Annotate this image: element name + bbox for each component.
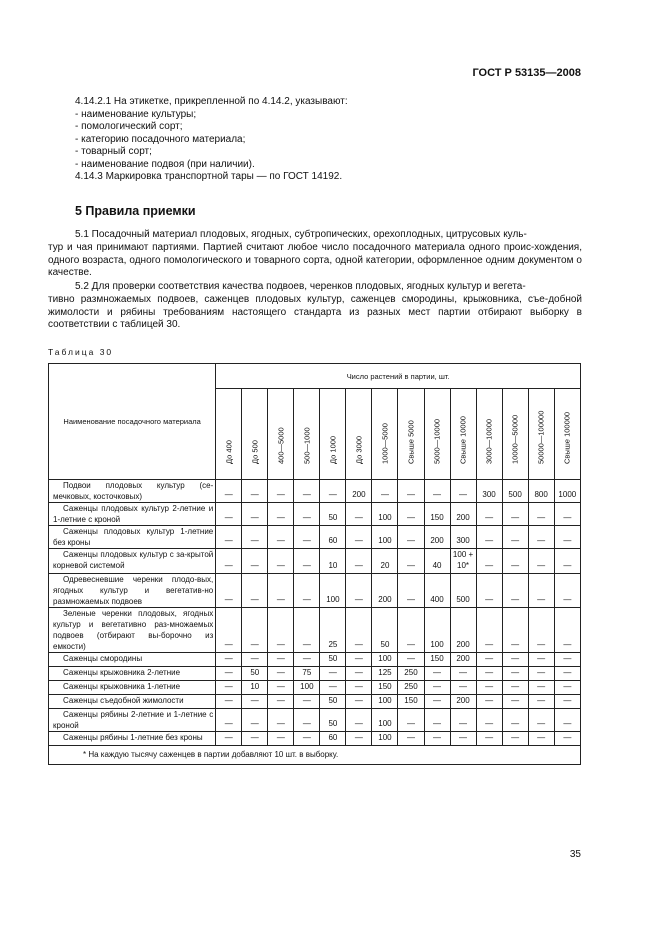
batch-size-column-header	[554, 389, 580, 480]
sample-size-cell: 40	[424, 549, 450, 574]
sample-size-cell: —	[294, 503, 320, 526]
sample-size-cell: —	[268, 480, 294, 503]
section-title: 5 Правила приемки	[75, 204, 196, 218]
column-header-label: 3000—10000	[484, 418, 494, 464]
sample-size-cell: 100	[372, 503, 398, 526]
page-number: 35	[569, 849, 581, 860]
sample-size-cell: 100	[372, 709, 398, 732]
sample-size-cell: 200	[346, 480, 372, 503]
sample-size-cell: 300	[450, 526, 476, 549]
sample-size-cell: —	[320, 480, 346, 503]
paragraph-5-1-body: тур и чая принимают партиями. Партией считают любое число посадочного материала одного проис-хождения, одного возраста, одного помологического и товарного сорта, одной категории, оформленное одним документом о качестве.	[48, 241, 582, 279]
sample-size-cell: 200	[450, 608, 476, 653]
sample-size-cell: —	[476, 503, 502, 526]
sample-size-cell: —	[294, 574, 320, 608]
sample-size-cell: —	[242, 695, 268, 709]
sample-size-cell: —	[476, 549, 502, 574]
sample-size-cell: 100 + 10*	[450, 549, 476, 574]
sample-size-cell: 400	[424, 574, 450, 608]
sample-size-cell: —	[294, 732, 320, 746]
sample-size-cell: —	[294, 695, 320, 709]
sample-size-cell: —	[502, 608, 528, 653]
sample-size-cell: —	[268, 503, 294, 526]
sample-size-cell: 150	[398, 695, 424, 709]
sample-size-cell: 50	[320, 653, 346, 667]
sample-size-cell: —	[450, 709, 476, 732]
sample-size-cell: —	[242, 549, 268, 574]
sample-size-cell: —	[476, 709, 502, 732]
sample-size-cell: —	[216, 574, 242, 608]
sample-size-cell: —	[216, 653, 242, 667]
material-name: Саженцы крыжовника 1-летние	[49, 681, 216, 695]
label-item: - наименование культуры;	[75, 108, 197, 120]
sample-size-cell: —	[450, 732, 476, 746]
sample-size-cell: —	[476, 732, 502, 746]
sample-size-cell: —	[502, 503, 528, 526]
sample-size-cell: —	[450, 667, 476, 681]
sample-size-cell: 100	[294, 681, 320, 695]
sample-size-cell: —	[554, 709, 580, 732]
sample-size-cell: —	[528, 709, 554, 732]
sample-size-cell: 50	[320, 695, 346, 709]
sample-size-cell: —	[398, 709, 424, 732]
sample-size-cell: 500	[502, 480, 528, 503]
sample-size-cell: —	[528, 667, 554, 681]
sample-size-cell: —	[528, 503, 554, 526]
sample-size-cell: —	[346, 653, 372, 667]
sample-size-cell: —	[216, 681, 242, 695]
sample-size-cell: —	[476, 681, 502, 695]
sample-size-cell: 200	[372, 574, 398, 608]
material-name: Саженцы рябины 1-летние без кроны	[49, 732, 216, 746]
sample-size-cell: 100	[372, 653, 398, 667]
sample-size-cell: —	[398, 503, 424, 526]
sample-size-cell: —	[554, 549, 580, 574]
sample-size-cell: —	[216, 709, 242, 732]
column-header-label: Свыше 100000	[562, 411, 572, 464]
material-name: Саженцы плодовых культур с за-крытой корневой системой	[49, 549, 216, 574]
sample-size-cell: —	[294, 526, 320, 549]
sample-size-cell: —	[502, 653, 528, 667]
sample-size-cell: —	[502, 667, 528, 681]
sample-size-cell: —	[268, 667, 294, 681]
sample-size-cell: —	[398, 480, 424, 503]
sample-size-cell: 200	[450, 695, 476, 709]
sample-size-cell: —	[502, 695, 528, 709]
material-name: Саженцы съедобной жимолости	[49, 695, 216, 709]
sample-size-cell: —	[242, 709, 268, 732]
table-footnote: * На каждую тысячу саженцев в партии добавляют 10 шт. в выборку.	[49, 746, 581, 765]
sample-size-cell: —	[554, 526, 580, 549]
sample-size-cell: —	[242, 480, 268, 503]
sample-size-cell: —	[424, 709, 450, 732]
batch-size-column-header	[502, 389, 528, 480]
sample-size-cell: —	[502, 526, 528, 549]
material-name: Одревесневшие черенки плодо-вых, ягодных культур и вегетатив-но размножаемых подвоев	[49, 574, 216, 608]
sample-size-cell: 60	[320, 732, 346, 746]
sample-size-cell: —	[346, 574, 372, 608]
sample-size-cell: 150	[424, 653, 450, 667]
sample-size-cell: —	[450, 480, 476, 503]
batch-size-column-header	[216, 389, 242, 480]
name-column-header: Наименование посадочного материала	[49, 364, 216, 480]
sample-size-cell: 20	[372, 549, 398, 574]
sample-size-cell: —	[268, 732, 294, 746]
sample-size-cell: —	[476, 653, 502, 667]
sample-size-cell: —	[346, 667, 372, 681]
column-header-label: 50000—100000	[536, 410, 546, 464]
material-name: Зеленые черенки плодовых, ягодных культур и вегетативно раз-множаемых подвоев (отбирают вы-борочно из емкости)	[49, 608, 216, 653]
table-row	[49, 480, 581, 503]
sample-size-cell: —	[216, 695, 242, 709]
sample-size-cell: —	[294, 480, 320, 503]
sample-size-cell: —	[398, 526, 424, 549]
sample-size-cell: —	[294, 549, 320, 574]
sample-size-cell: —	[346, 709, 372, 732]
sample-size-cell: —	[554, 667, 580, 681]
column-header-label: 500—1000	[302, 427, 312, 464]
sample-size-cell: 100	[320, 574, 346, 608]
batch-size-column-header	[372, 389, 398, 480]
sample-size-cell: —	[242, 503, 268, 526]
sample-size-cell: —	[268, 653, 294, 667]
sample-size-cell: —	[268, 574, 294, 608]
sample-size-cell: —	[216, 549, 242, 574]
sample-size-cell: —	[216, 480, 242, 503]
sample-size-cell: —	[320, 681, 346, 695]
sample-size-cell: 100	[424, 608, 450, 653]
sample-size-cell: —	[398, 732, 424, 746]
sample-size-cell: —	[424, 681, 450, 695]
sample-size-cell: —	[268, 681, 294, 695]
sample-size-cell: —	[268, 709, 294, 732]
batch-size-column-header	[398, 389, 424, 480]
batch-size-column-header	[242, 389, 268, 480]
sample-size-cell: —	[268, 695, 294, 709]
sample-size-cell: —	[554, 503, 580, 526]
table-row	[49, 695, 581, 709]
sample-size-cell: —	[372, 480, 398, 503]
sample-size-cell: —	[476, 526, 502, 549]
sample-size-cell: 25	[320, 608, 346, 653]
label-item: - помологический сорт;	[75, 121, 183, 132]
sample-size-cell: —	[346, 732, 372, 746]
sample-size-cell: —	[398, 653, 424, 667]
sample-size-cell: —	[528, 574, 554, 608]
sample-size-cell: —	[242, 732, 268, 746]
sample-size-cell: 800	[528, 480, 554, 503]
column-header-label: 1000—5000	[380, 423, 390, 464]
sampling-table	[48, 363, 581, 765]
material-name: Саженцы рябины 2-летние и 1-летние с кроной	[49, 709, 216, 732]
sample-size-cell: —	[554, 653, 580, 667]
table-row	[49, 608, 581, 653]
sample-size-cell: 500	[450, 574, 476, 608]
sample-size-cell: 250	[398, 667, 424, 681]
sample-size-cell: —	[346, 549, 372, 574]
sample-size-cell: —	[476, 667, 502, 681]
sample-size-cell: —	[346, 503, 372, 526]
sample-size-cell: —	[216, 732, 242, 746]
sample-size-cell: —	[398, 549, 424, 574]
sample-size-cell: —	[216, 503, 242, 526]
sample-size-cell: —	[268, 608, 294, 653]
column-header-label: Свыше 10000	[458, 416, 468, 464]
table-row	[49, 709, 581, 732]
sample-size-cell: —	[528, 608, 554, 653]
sample-size-cell: —	[502, 732, 528, 746]
column-header-label: До 3000	[354, 435, 364, 464]
sample-size-cell: 10	[320, 549, 346, 574]
sample-size-cell: —	[216, 608, 242, 653]
sample-size-cell: 150	[424, 503, 450, 526]
batch-size-column-header	[320, 389, 346, 480]
sample-size-cell: —	[528, 681, 554, 695]
material-name: Саженцы плодовых культур 2-летние и 1-летние с кроной	[49, 503, 216, 526]
sample-size-cell: —	[346, 608, 372, 653]
table-row	[49, 681, 581, 695]
sample-size-cell: 250	[398, 681, 424, 695]
paragraph-5-2-first-line: 5.2 Для проверки соответствия качества подвоев, черенков плодовых, ягодных культур и вегета-	[75, 281, 526, 292]
table-row	[49, 667, 581, 681]
sample-size-cell: —	[554, 732, 580, 746]
sample-size-cell: —	[528, 695, 554, 709]
sample-size-cell: —	[424, 695, 450, 709]
sample-size-cell: —	[320, 667, 346, 681]
sample-size-cell: —	[346, 681, 372, 695]
sample-size-cell: 50	[320, 503, 346, 526]
column-header-label: До 500	[250, 440, 260, 464]
batch-size-column-header	[450, 389, 476, 480]
sample-size-cell: —	[294, 653, 320, 667]
batch-size-header: Число растений в партии, шт.	[216, 364, 581, 389]
sample-size-cell: —	[398, 608, 424, 653]
sample-size-cell: —	[502, 549, 528, 574]
sample-size-cell: —	[528, 732, 554, 746]
material-name: Саженцы крыжовника 2-летние	[49, 667, 216, 681]
column-header-label: До 400	[224, 440, 234, 464]
sample-size-cell: —	[476, 574, 502, 608]
batch-size-column-header	[346, 389, 372, 480]
sample-size-cell: —	[268, 526, 294, 549]
table-row	[49, 732, 581, 746]
sample-size-cell: 150	[372, 681, 398, 695]
table-row	[49, 503, 581, 526]
sample-size-cell: —	[554, 681, 580, 695]
batch-size-column-header	[476, 389, 502, 480]
column-header-label: До 1000	[328, 435, 338, 464]
paragraph-5-1-first-line: 5.1 Посадочный материал плодовых, ягодных, субтропических, орехоплодных, цитрусовых куль-	[75, 229, 527, 240]
sample-size-cell: —	[346, 526, 372, 549]
sample-size-cell: —	[528, 526, 554, 549]
table-row	[49, 526, 581, 549]
sample-size-cell: —	[294, 608, 320, 653]
sample-size-cell: —	[450, 681, 476, 695]
material-name: Саженцы смородины	[49, 653, 216, 667]
sample-size-cell: 200	[450, 503, 476, 526]
batch-size-column-header	[268, 389, 294, 480]
paragraph-5-2-body: тивно размножаемых подвоев, саженцев плодовых культур, саженцев смородины, крыжовника, съе-добной жимолости и рябины требованиям настоящего стандарта из разных мест партии отбирают выборку в соответствии с таблицей 30.	[48, 293, 582, 331]
sample-size-cell: —	[554, 608, 580, 653]
sample-size-cell: —	[216, 667, 242, 681]
sample-size-cell: —	[502, 709, 528, 732]
sample-size-cell: 50	[320, 709, 346, 732]
material-name: Саженцы плодовых культур 1-летние без кроны	[49, 526, 216, 549]
sample-size-cell: 100	[372, 732, 398, 746]
column-header-label: 400—5000	[276, 427, 286, 464]
label-item: - товарный сорт;	[75, 146, 152, 157]
sample-size-cell: —	[424, 732, 450, 746]
sample-size-cell: 50	[242, 667, 268, 681]
sample-size-cell: 200	[424, 526, 450, 549]
table-row	[49, 653, 581, 667]
sample-size-cell: —	[398, 574, 424, 608]
material-name: Подвои плодовых культур (се-мечковых, косточковых)	[49, 480, 216, 503]
sample-size-cell: —	[424, 667, 450, 681]
sample-size-cell: —	[554, 574, 580, 608]
sample-size-cell: 60	[320, 526, 346, 549]
sample-size-cell: —	[424, 480, 450, 503]
sample-size-cell: 100	[372, 526, 398, 549]
sample-size-cell: 125	[372, 667, 398, 681]
sample-size-cell: 300	[476, 480, 502, 503]
column-header-label: 10000—50000	[510, 414, 520, 464]
column-header-label: Свыше 5000	[406, 420, 416, 464]
sample-size-cell: —	[528, 653, 554, 667]
document-code: ГОСТ Р 53135—2008	[472, 67, 581, 79]
table-row	[49, 549, 581, 574]
sample-size-cell: —	[216, 526, 242, 549]
sample-size-cell: —	[502, 681, 528, 695]
sample-size-cell: —	[242, 574, 268, 608]
sample-size-cell: 200	[450, 653, 476, 667]
sample-size-cell: 10	[242, 681, 268, 695]
batch-size-column-header	[424, 389, 450, 480]
table-row	[49, 574, 581, 608]
sample-size-cell: —	[528, 549, 554, 574]
batch-size-column-header	[294, 389, 320, 480]
sample-size-cell: —	[476, 695, 502, 709]
clause-4-14-3: 4.14.3 Маркировка транспортной тары — по ГОСТ 14192.	[75, 171, 343, 182]
sample-size-cell: —	[502, 574, 528, 608]
sample-size-cell: 1000	[554, 480, 580, 503]
sample-size-cell: —	[346, 695, 372, 709]
sample-size-cell: 50	[372, 608, 398, 653]
sample-size-cell: —	[554, 695, 580, 709]
sample-size-cell: —	[268, 549, 294, 574]
sample-size-cell: —	[294, 709, 320, 732]
label-item: - категорию посадочного материала;	[75, 133, 246, 145]
column-header-label: 5000—10000	[432, 418, 442, 464]
sample-size-cell: —	[242, 608, 268, 653]
sample-size-cell: 100	[372, 695, 398, 709]
batch-size-column-header	[528, 389, 554, 480]
clause-4-14-2-1-title: 4.14.2.1 На этикетке, прикрепленной по 4.14.2, указывают:	[75, 96, 348, 107]
sample-size-cell: —	[476, 608, 502, 653]
sample-size-cell: —	[242, 526, 268, 549]
label-item: - наименование подвоя (при наличии).	[75, 158, 255, 170]
table-caption: Таблица 30	[48, 347, 114, 357]
sample-size-cell: 75	[294, 667, 320, 681]
sample-size-cell: —	[242, 653, 268, 667]
